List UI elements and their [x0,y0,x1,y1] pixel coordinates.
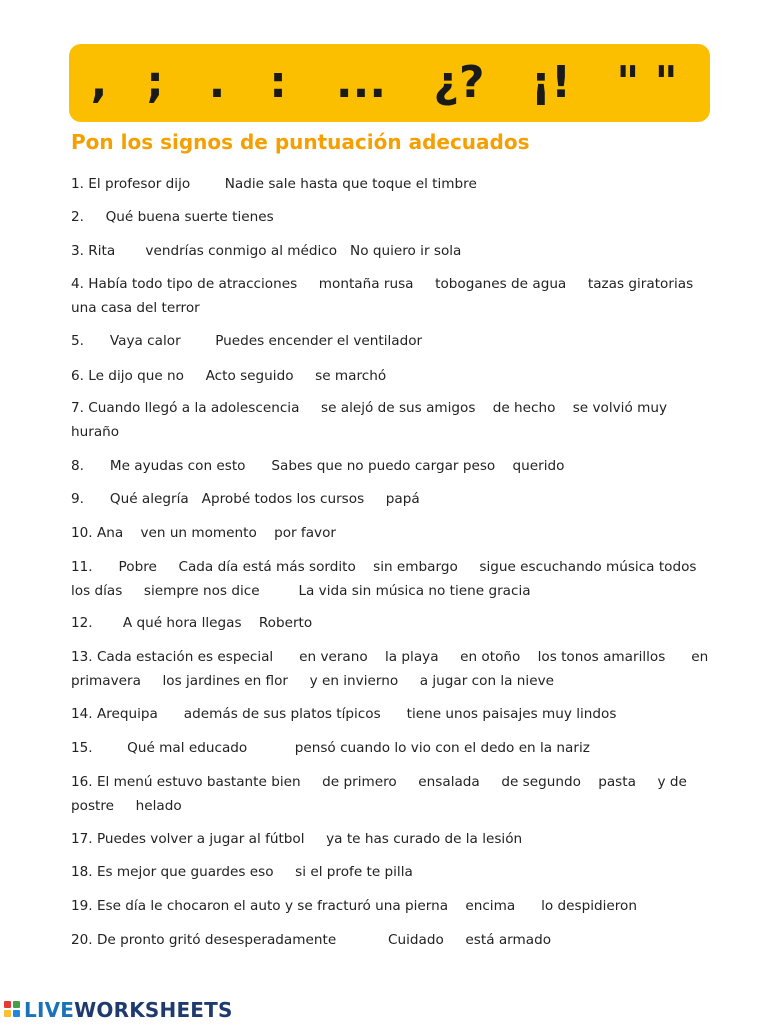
exercise-item-10: 10. Ana ven un momento por favor [71,525,336,541]
exercise-item-4-continued: una casa del terror [71,300,200,316]
exercise-item-9: 9. Qué alegría Aprobé todos los cursos papá [71,491,420,507]
logo-live: LIVE [24,998,75,1022]
symbol-quotation-marks: " " [616,57,678,108]
liveworksheets-logo-text [24,998,233,1022]
exercise-item-3: 3. Rita vendrías conmigo al médico No quiero ir sola [71,243,462,259]
punctuation-banner [69,44,710,122]
exercise-item-13: 13. Cada estación es especial en verano la playa en otoño los tonos amarillos en [71,649,709,665]
logo-worksheets: WORKSHEETS [74,998,233,1022]
exercise-item-18: 18. Es mejor que guardes eso si el profe te pilla [71,864,413,880]
footer-brand [4,996,233,1024]
symbol-period: . [208,57,226,108]
exercise-item-1: 1. El profesor dijo Nadie sale hasta que toque el timbre [71,176,477,192]
exercise-item-15: 15. Qué mal educado pensó cuando lo vio con el dedo en la nariz [71,740,590,756]
symbol-comma: , [90,57,108,108]
exercise-item-17: 17. Puedes volver a jugar al fútbol ya te has curado de la lesión [71,831,523,847]
symbol-question-marks: ¿? [433,57,485,108]
liveworksheets-logo-icon [4,999,22,1021]
symbol-exclamation-marks: ¡! [530,57,572,108]
exercise-item-14: 14. Arequipa además de sus platos típicos tiene unos paisajes muy lindos [71,706,617,722]
exercise-item-16-continued: postre helado [71,798,182,814]
exercise-item-16: 16. El menú estuvo bastante bien de primero ensalada de segundo pasta y de [71,774,687,790]
exercise-item-11-continued: los días siempre nos dice La vida sin música no tiene gracia [71,583,531,599]
exercise-item-12: 12. A qué hora llegas Roberto [71,615,313,631]
exercise-item-7: 7. Cuando llegó a la adolescencia se alejó de sus amigos de hecho se volvió muy [71,400,667,416]
symbol-colon: : [269,57,287,108]
exercise-item-20: 20. De pronto gritó desesperadamente Cuidado está armado [71,932,552,948]
exercise-item-19: 19. Ese día le chocaron el auto y se fracturó una pierna encima lo despidieron [71,898,637,914]
exercise-item-2: 2. Qué buena suerte tienes [71,209,274,225]
exercise-item-5: 5. Vaya calor Puedes encender el ventilador [71,333,423,349]
exercise-item-11: 11. Pobre Cada día está más sordito sin embargo sigue escuchando música todos [71,559,697,575]
symbol-semicolon: ; [146,57,164,108]
exercise-item-7-continued: huraño [71,424,120,440]
exercise-item-4: 4. Había todo tipo de atracciones montaña rusa toboganes de agua tazas giratorias [71,276,694,292]
exercise-item-13-continued: primavera los jardines en flor y en invierno a jugar con la nieve [71,673,554,689]
exercise-item-8: 8. Me ayudas con esto Sabes que no puedo cargar peso querido [71,458,565,474]
exercise-item-6: 6. Le dijo que no Acto seguido se marchó [71,368,387,384]
symbol-ellipsis: ... [335,57,387,108]
worksheet-title: Pon los signos de puntuación adecuados [71,130,530,154]
